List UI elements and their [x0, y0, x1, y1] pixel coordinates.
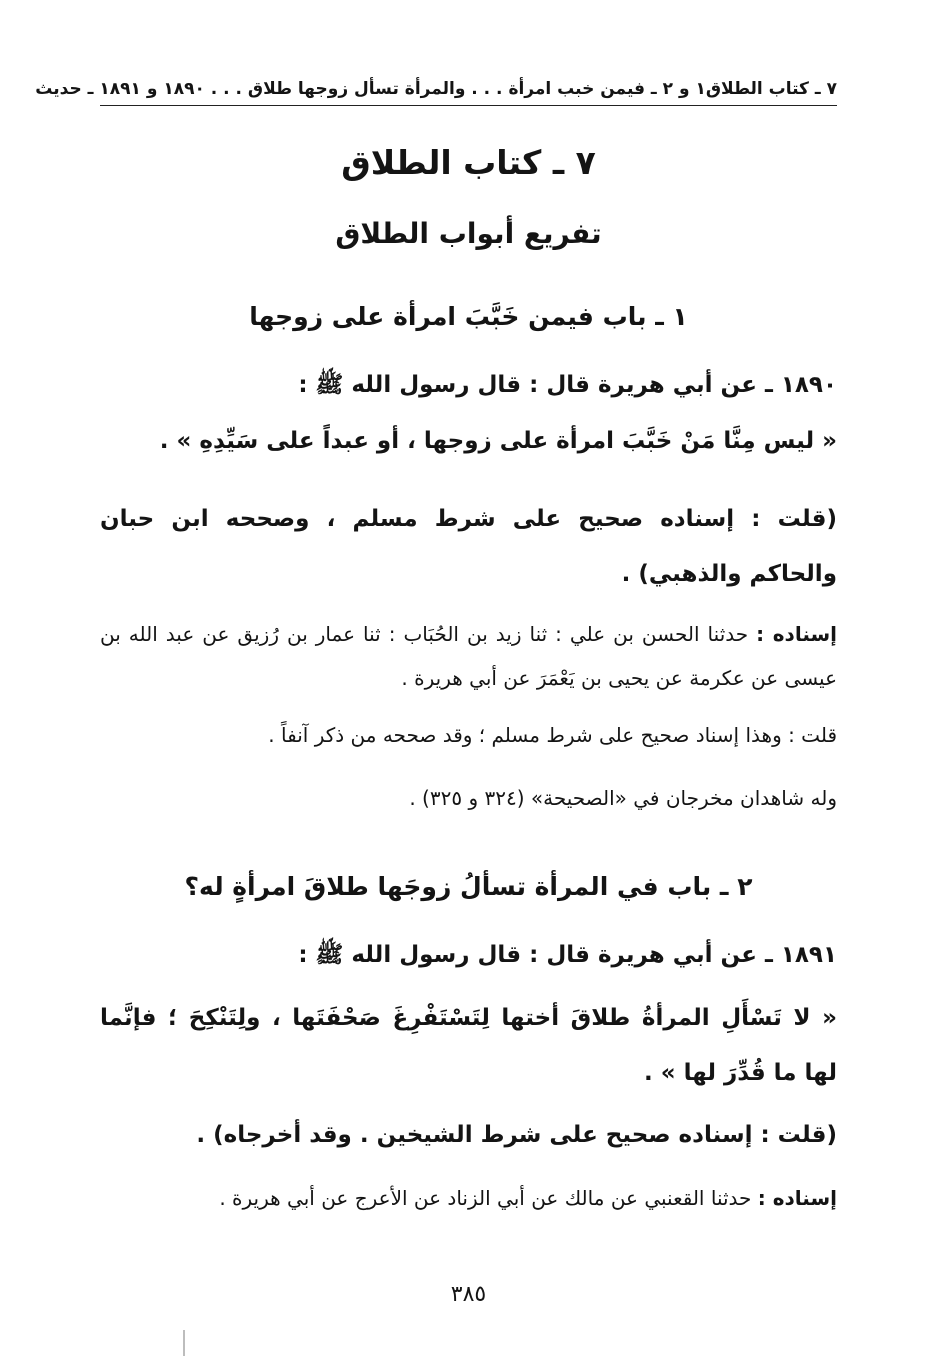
hadith-1891-isnad [100, 1186, 837, 1210]
hadith-1890-text: « ليس مِنَّا مَنْ خَبَّبَ امرأة على زوجها ، أو عبداً على سَيِّدِهِ » . [159, 428, 837, 454]
hadith-1890-intro: ١٨٩٠ ـ عن أبي هريرة قال : قال رسول الله ﷺ : [298, 372, 837, 398]
hadith-1890-verdict: (قلت : إسناده صحيح على شرط مسلم ، وصححه ابن حبان والحاكم والذهبي) . [100, 506, 837, 587]
hadith-1891-verdict: (قلت : إسناده صحيح على شرط الشيخين . وقد أخرجاه) . [196, 1122, 837, 1148]
hadith-1890-note-1: قلت : وهذا إسناد صحيح على شرط مسلم ؛ وقد صححه من ذكر آنفاً . [268, 723, 837, 747]
header-book-title: ٧ ـ كتاب الطلاق [705, 79, 837, 99]
page-number: ٣٨٥ [450, 1282, 487, 1307]
isnad-text: حدثنا القعنبي عن مالك عن أبي الزناد عن الأعرج عن أبي هريرة . [219, 1186, 752, 1210]
isnad-label: إسناده : [757, 1186, 837, 1210]
isnad-text: حدثنا الحسن بن علي : ثنا زيد بن الحُبَاب : ثنا عمار بن رُزيق عن عبد الله بن عيسى عن عكرمة عن يحيى بن يَعْمَرَ عن أبي هريرة . [100, 622, 837, 690]
hadith-1890-isnad [100, 612, 837, 700]
hadith-1890-note-2: وله شاهدان مخرجان في «الصحيحة» (٣٢٤ و ٣٢٥) . [409, 786, 837, 810]
hadith-1891-text: « لا تَسْأَلِ المرأةُ طلاقَ أختها لِتَسْتَفْرِغَ صَحْفَتَها ، ولِتَنْكِحَ ؛ فإنَّما لها ما قُدِّرَ لها » . [100, 1005, 837, 1086]
sub-heading: تفريع أبواب الطلاق [335, 217, 602, 250]
scan-mark [183, 1330, 185, 1356]
chapter-2-title: ٢ ـ باب في المرأة تسألُ زوجَها طلاقَ امرأةٍ له؟ [184, 872, 753, 901]
book-heading: ٧ ـ كتاب الطلاق [341, 143, 596, 182]
isnad-label: إسناده : [756, 622, 838, 646]
chapter-1-title: ١ ـ باب فيمن خَبَّبَ امرأة على زوجها [249, 302, 688, 331]
header-chapters: ١ و ٢ ـ فيمن خبب امرأة . . . والمرأة تسأل زوجها طلاق . . . ١٨٩٠ و ١٨٩١ ـ حديث [35, 79, 706, 99]
running-header [35, 74, 837, 104]
hadith-1891-intro: ١٨٩١ ـ عن أبي هريرة قال : قال رسول الله ﷺ : [298, 942, 837, 968]
header-divider [100, 105, 837, 106]
